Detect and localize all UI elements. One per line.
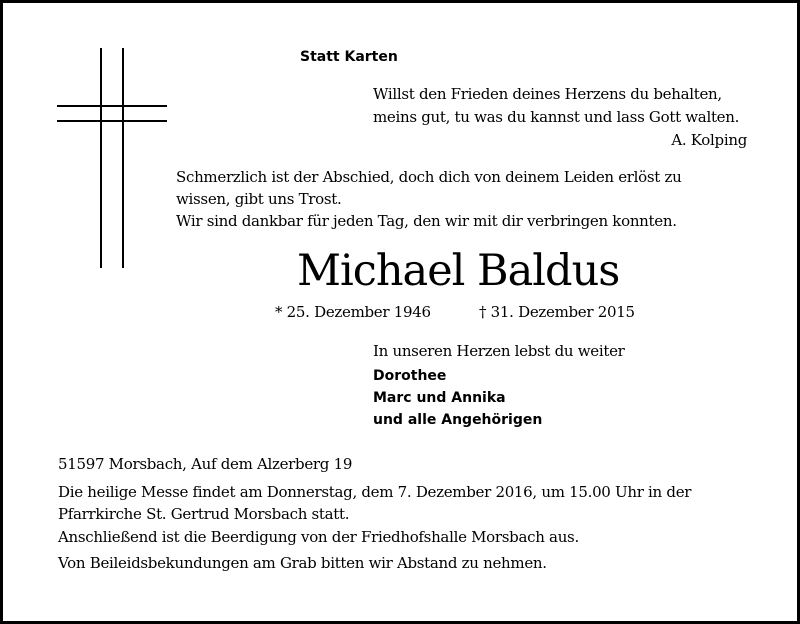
farewell-line-3: Wir sind dankbar für jeden Tag, den wir mit dir verbringen konnten. [176, 212, 677, 230]
deceased-name: Michael Baldus [297, 246, 620, 296]
poem-author: A. Kolping [671, 131, 747, 149]
service-line-3: Anschließend ist die Beerdigung von der Friedhofshalle Morsbach aus. [58, 528, 579, 546]
birth-date: * 25. Dezember 1946 [275, 303, 431, 321]
cross-icon [57, 48, 167, 268]
poem-line-2: meins gut, tu was du kannst und lass Gott walten. [373, 108, 740, 126]
service-line-4: Von Beileidsbekundungen am Grab bitten wir Abstand zu nehmen. [58, 554, 547, 572]
mourner-name: Dorothee [373, 368, 447, 384]
death-date: † 31. Dezember 2015 [479, 303, 635, 321]
mourner-name: Marc und Annika [373, 390, 506, 406]
service-line-1: Die heilige Messe findet am Donnerstag, dem 7. Dezember 2016, um 15.00 Uhr in der [58, 483, 692, 501]
farewell-line-1: Schmerzlich ist der Abschied, doch dich von deinem Leiden erlöst zu [176, 168, 682, 186]
mourners-intro: In unseren Herzen lebst du weiter [373, 342, 625, 360]
mourner-name: und alle Angehörigen [373, 412, 543, 428]
poem-line-1: Willst den Frieden deines Herzens du behalten, [373, 85, 722, 103]
heading: Statt Karten [300, 49, 398, 65]
farewell-line-2: wissen, gibt uns Trost. [176, 190, 342, 208]
service-line-2: Pfarrkirche St. Gertrud Morsbach statt. [58, 505, 350, 523]
address: 51597 Morsbach, Auf dem Alzerberg 19 [58, 455, 353, 473]
